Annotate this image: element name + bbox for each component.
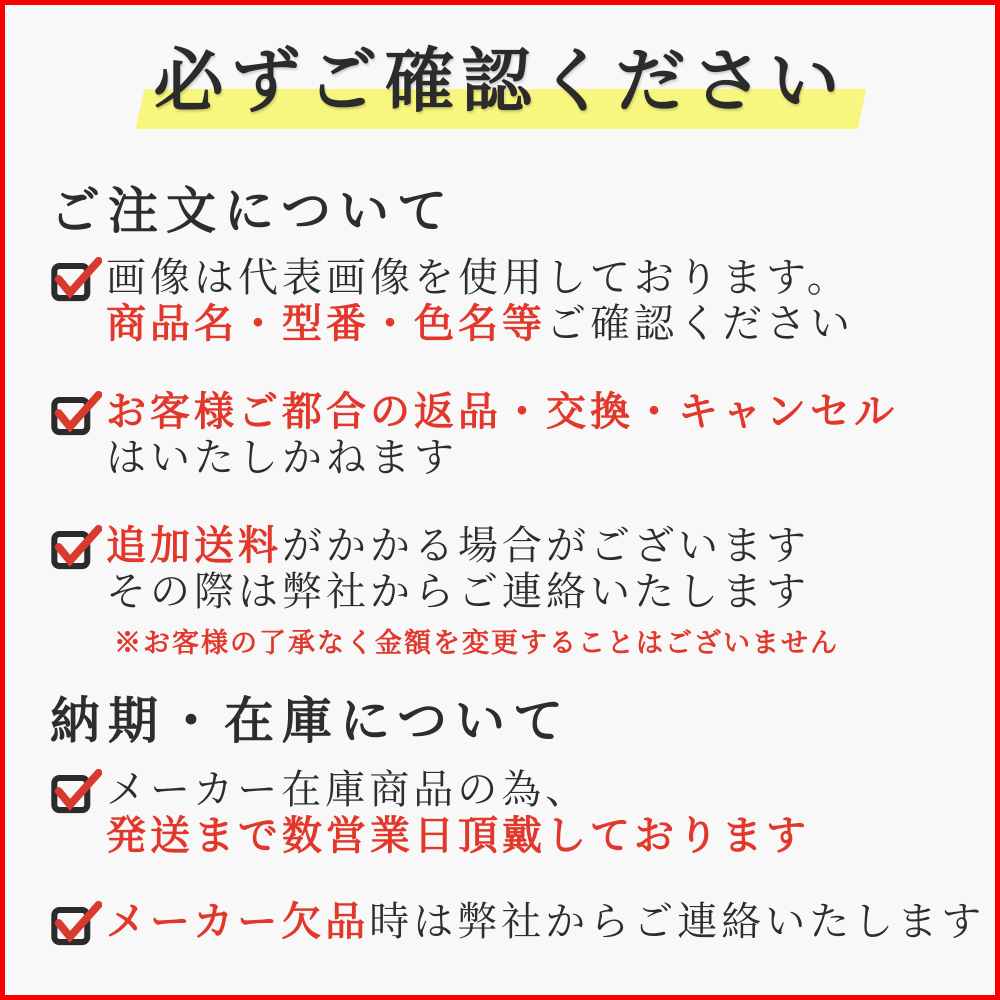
section-heading-orders: ご注文について xyxy=(50,183,455,239)
item-text-segment-emphasis: メーカー欠品 xyxy=(106,899,370,944)
item-text xyxy=(106,255,854,347)
item-text-segment-emphasis: 追加送料 xyxy=(106,523,282,568)
item-text-segment: メーカー在庫商品の為、 xyxy=(106,767,590,812)
item-text-segment: はいたしかねます xyxy=(106,435,458,480)
list-item xyxy=(50,389,959,481)
item-text-segment: その際は弊社からご連絡いたします xyxy=(106,569,810,614)
item-text-segment: 画像は代表画像を使用しております。 xyxy=(106,255,851,300)
list-item xyxy=(50,767,959,859)
item-text xyxy=(106,389,898,481)
item-footnote: ※お客様の了承なく金額を変更することはございません xyxy=(114,628,839,658)
item-text-segment: ご確認ください xyxy=(546,301,854,346)
checked-checkbox-icon xyxy=(50,767,102,815)
list-item xyxy=(50,899,986,947)
notice-content xyxy=(5,181,995,947)
checked-checkbox-icon xyxy=(50,899,102,947)
item-text-segment-emphasis: 発送まで数営業日頂戴しております xyxy=(106,813,810,858)
item-text xyxy=(106,767,810,859)
item-text-segment-emphasis: 商品名・型番・色名等 xyxy=(106,301,546,346)
list-item xyxy=(50,523,959,659)
page-title: 必ずご確認ください xyxy=(153,44,847,121)
page-title-block xyxy=(144,37,856,137)
checked-checkbox-icon xyxy=(50,255,102,303)
item-text-segment-emphasis: お客様ご都合の返品・交換・キャンセル xyxy=(106,389,898,434)
item-text xyxy=(106,899,985,945)
item-text-segment: がかかる場合がございます xyxy=(282,523,810,568)
section-heading-delivery-stock: 納期・在庫について xyxy=(50,693,571,749)
item-text-segment: 時は弊社からご連絡いたします xyxy=(369,899,986,944)
list-item xyxy=(50,255,959,347)
checked-checkbox-icon xyxy=(50,389,102,437)
item-text xyxy=(106,523,839,659)
checked-checkbox-icon xyxy=(50,523,102,571)
